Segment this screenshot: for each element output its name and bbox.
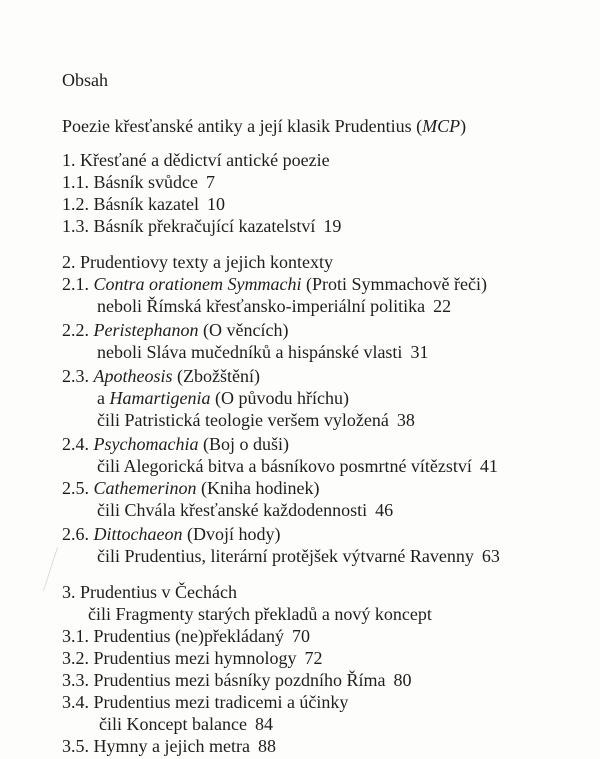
- entry-page: 72: [304, 648, 323, 668]
- entry-latin-title: Dittochaeon: [93, 524, 183, 544]
- intro-italic: MCP: [422, 116, 461, 136]
- entry-page: 88: [257, 736, 276, 756]
- entry-num: 3.5.: [62, 736, 89, 756]
- entry-conj: a: [97, 388, 105, 408]
- entry-title: (Boj o duši): [202, 434, 289, 454]
- entry-num: 2.3.: [62, 366, 89, 386]
- entry-num: 1.1.: [62, 172, 89, 192]
- entry-num: 3.2.: [62, 648, 89, 668]
- entry-num: 3.1.: [62, 626, 89, 646]
- entry-num: 2.4.: [62, 434, 89, 454]
- toc-entry-cont: [97, 409, 415, 431]
- entry-num: 1.2.: [62, 194, 89, 214]
- entry-num: 2.1.: [62, 274, 89, 294]
- entry-page: 80: [393, 670, 412, 690]
- entry-title: Básník svůdce: [93, 172, 198, 192]
- toc-entry-cont: [97, 545, 500, 567]
- entry-page: 31: [410, 342, 429, 362]
- entry-num: 2.5.: [62, 478, 89, 498]
- entry-page: 70: [291, 626, 310, 646]
- entry-page: 38: [396, 410, 415, 430]
- entry-subtitle: čili Chvála křesťanské každodennosti: [97, 500, 368, 520]
- toc-entry: [62, 273, 487, 295]
- entry-title: (O původu hříchu): [215, 388, 349, 408]
- entry-title: (Dvojí hody): [186, 524, 281, 544]
- toc-entry: [62, 647, 322, 669]
- entry-latin-title: Psychomachia: [93, 434, 199, 454]
- chapter-1-title: 1. Křesťané a dědictví antické poezie: [62, 150, 330, 170]
- entry-page: 19: [323, 216, 342, 236]
- entry-num: 1.3.: [62, 216, 89, 236]
- chapter-2-title: 2. Prudentiovy texty a jejich kontexty: [62, 252, 333, 272]
- entry-title: Hymny a jejich metra: [93, 736, 250, 756]
- pencil-mark: [43, 547, 58, 591]
- entry-title: Prudentius mezi tradicemi a účinky: [93, 692, 349, 712]
- entry-title: (O věncích): [203, 320, 289, 340]
- entry-latin-title: Contra orationem Symmachi: [93, 274, 302, 294]
- entry-num: 2.6.: [62, 524, 89, 544]
- entry-latin-title: Hamartigenia: [109, 388, 211, 408]
- entry-page: 84: [254, 714, 273, 734]
- entry-title: Básník kazatel: [93, 194, 199, 214]
- entry-title: Prudentius mezi hymnology: [93, 648, 297, 668]
- toc-entry: [62, 433, 289, 455]
- entry-subtitle: čili Alegorická bitva a básníkovo posmrtné vítězství: [97, 456, 472, 476]
- intro-text: Poezie křesťanské antiky a její klasik Prudentius (: [62, 116, 423, 136]
- toc-entry: [62, 669, 411, 691]
- chapter-3-subtitle: čili Fragmenty starých překladů a nový koncept: [88, 604, 432, 624]
- entry-title: (Zbožštění): [177, 366, 260, 386]
- entry-title: Prudentius (ne)překládaný: [93, 626, 284, 646]
- entry-subtitle: neboli Sláva mučedníků a hispánské vlasti: [97, 342, 403, 362]
- toc-entry: [62, 319, 288, 341]
- intro-close: ): [460, 116, 467, 136]
- entry-page: 10: [206, 194, 225, 214]
- entry-title: (Proti Symmachově řeči): [305, 274, 487, 294]
- entry-page: 63: [481, 546, 500, 566]
- chapter-3-title: 3. Prudentius v Čechách: [62, 582, 237, 602]
- entry-title: Básník překračující kazatelství: [93, 216, 316, 236]
- entry-subtitle: neboli Římská křesťansko-imperiální politika: [97, 296, 426, 316]
- toc-entry: [62, 523, 280, 545]
- entry-page: 7: [205, 172, 215, 192]
- entry-page: 41: [479, 456, 498, 476]
- entry-subtitle: čili Prudentius, literární protějšek výtvarné Ravenny: [97, 546, 474, 566]
- toc-entry: [62, 215, 341, 237]
- toc-entry: [62, 691, 348, 713]
- entry-subtitle: čili Patristická teologie veršem vyložená: [97, 410, 389, 430]
- toc-intro: [62, 115, 466, 137]
- entry-subtitle: čili Koncept balance: [99, 714, 247, 734]
- toc-entry-cont: [97, 295, 451, 317]
- toc-entry-cont: [97, 455, 498, 477]
- toc-entry: [62, 365, 260, 387]
- entry-latin-title: Apotheosis: [93, 366, 173, 386]
- toc-entry-cont: [97, 499, 393, 521]
- toc-entry-cont: [97, 341, 428, 363]
- toc-entry: [62, 477, 319, 499]
- entry-latin-title: Peristephanon: [93, 320, 199, 340]
- entry-page: 46: [375, 500, 394, 520]
- toc-entry: [62, 735, 276, 757]
- entry-title: Prudentius mezi básníky pozdního Říma: [93, 670, 386, 690]
- toc-entry: [62, 171, 215, 193]
- entry-latin-title: Cathemerinon: [93, 478, 197, 498]
- entry-page: 22: [433, 296, 452, 316]
- entry-num: 3.4.: [62, 692, 89, 712]
- entry-title: (Kniha hodinek): [201, 478, 320, 498]
- toc-entry-cont: [97, 387, 349, 409]
- toc-heading: Obsah: [62, 70, 108, 90]
- entry-num: 3.3.: [62, 670, 89, 690]
- toc-entry: [62, 625, 310, 647]
- toc-entry: [62, 193, 225, 215]
- toc-entry-cont: [99, 713, 273, 735]
- entry-num: 2.2.: [62, 320, 89, 340]
